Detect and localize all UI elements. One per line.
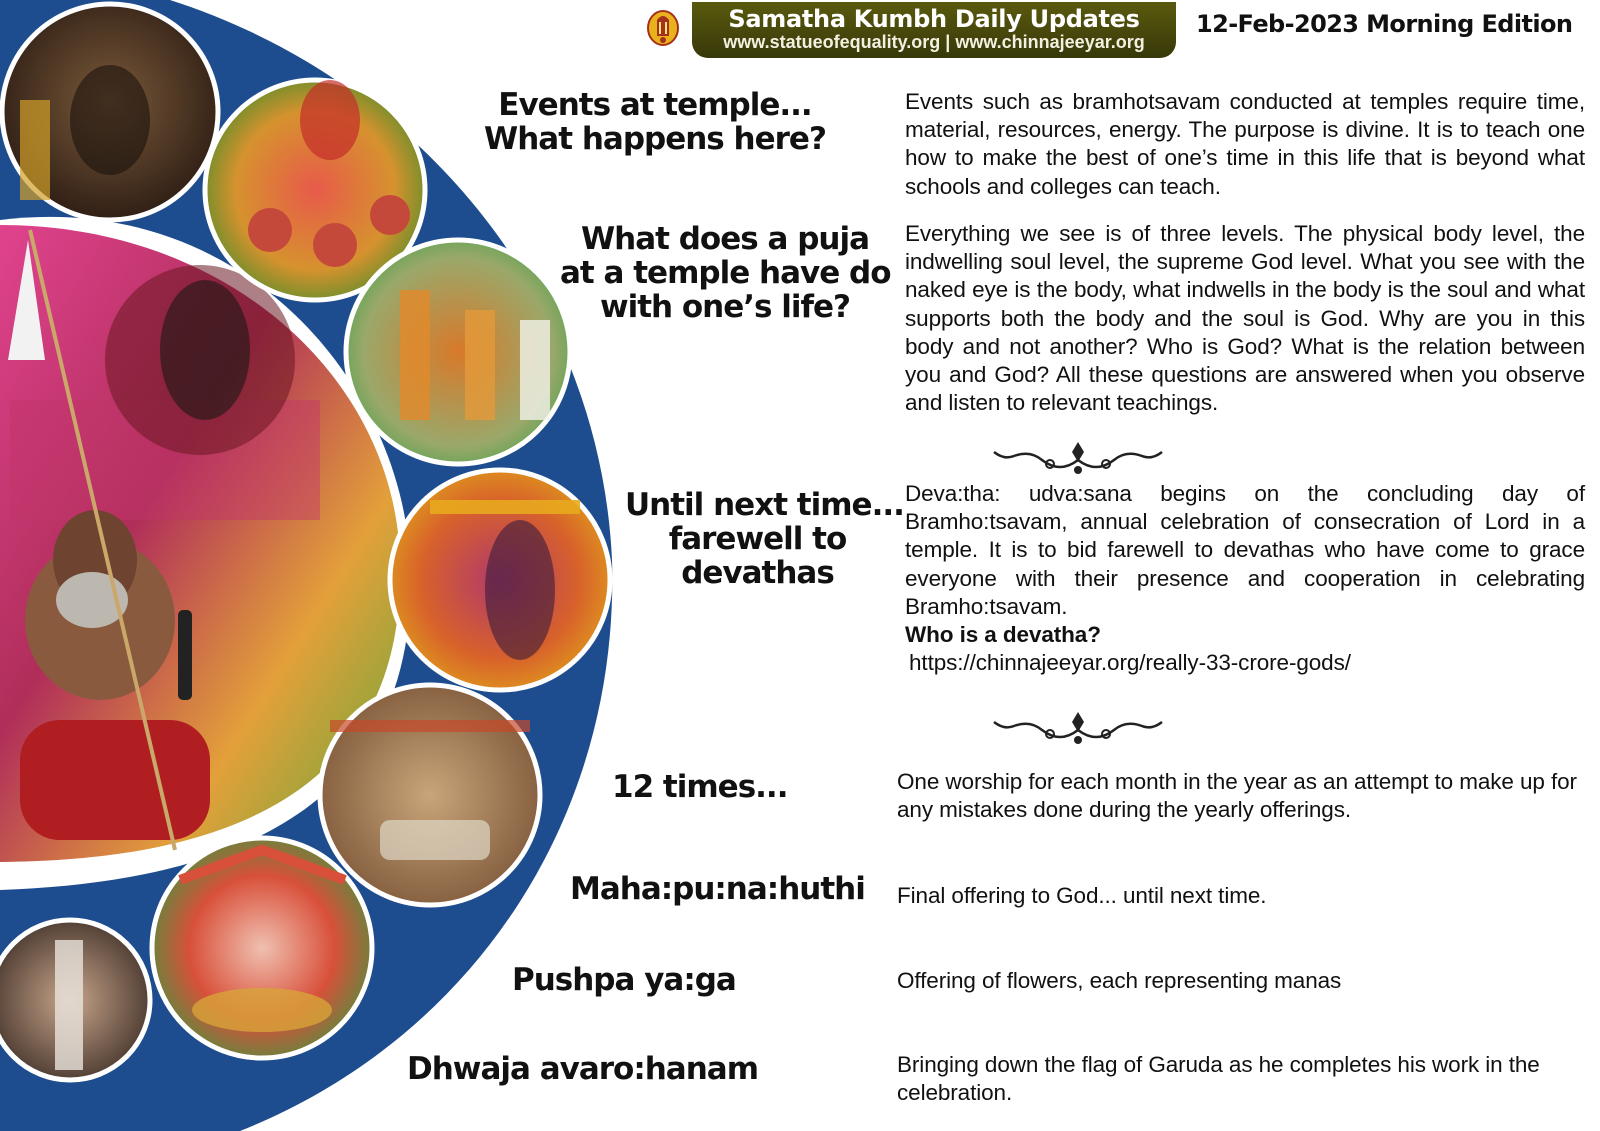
section-heading	[560, 222, 890, 324]
section-heading	[612, 770, 792, 804]
section-heading	[407, 1052, 787, 1086]
section-body: Events such as bramhotsavam conducted at temples require time, material, resources, energy. The purpose is divine. It is to teach one how to make the best of one’s time in this life that is beyond what schools and colleges can teach.	[905, 89, 1585, 199]
section-body: Bringing down the flag of Garuda as he completes his work in the celebration.	[897, 1052, 1540, 1106]
ornamental-divider-icon	[990, 708, 1166, 750]
section-heading	[625, 487, 904, 591]
heading-line: devathas	[681, 555, 834, 591]
heading-line: 12 times...	[612, 769, 788, 805]
section-body: One worship for each month in the year as an attempt to make up for any mistakes done during the yearly offerings.	[897, 769, 1577, 823]
heading-line: Pushpa ya:ga	[512, 962, 736, 998]
heading-line: Events at temple...	[498, 87, 812, 123]
heading-line: Dhwaja avaro:hanam	[407, 1051, 759, 1087]
heading-line: Maha:pu:na:huthi	[570, 871, 865, 907]
heading-line: What does a puja	[580, 221, 870, 257]
edition-date: 12-Feb-2023 Morning Edition	[1196, 10, 1573, 38]
heading-line: at a temple have do	[560, 255, 891, 291]
section-heading	[512, 963, 812, 997]
section-body-block	[905, 480, 1585, 677]
section-body: Deva:tha: udva:sana begins on the concluding day of Bramho:tsavam, annual celebration of consecration of Lord in a temple. It is to bid farewell to devathas who have come to grace everyone with their presence and cooperation in celebrating Bramho:tsavam.	[905, 481, 1585, 619]
newsletter-banner	[692, 2, 1176, 58]
heading-line: What happens here?	[484, 121, 826, 157]
temple-emblem-icon	[645, 8, 681, 48]
ornamental-divider-icon	[990, 438, 1166, 480]
devatha-link[interactable]: https://chinnajeeyar.org/really-33-crore-gods/	[909, 650, 1351, 676]
website-links[interactable]: www.statueofequality.org | www.chinnajeeyar.org	[723, 32, 1145, 52]
heading-line: with one’s life?	[599, 289, 851, 325]
section-body: Everything we see is of three levels. The physical body level, the indwelling soul level, the supreme God level. What you see with the naked eye is the body, what indwells in the body is the soul and what supports both the body and the soul is God. Why are you in this body and not another? Who is God? What is the relation between you and God? All these questions are answered when you observe and listen to relevant teachings.	[905, 221, 1585, 416]
heading-line: Until next time...	[625, 487, 904, 523]
section-body: Offering of flowers, each representing manas	[897, 968, 1342, 993]
section-heading	[570, 872, 870, 906]
section-body: Final offering to God... until next time.	[897, 883, 1267, 908]
section-heading	[480, 88, 830, 156]
devatha-question: Who is a devatha?	[905, 622, 1101, 648]
newsletter-title: Samatha Kumbh Daily Updates	[728, 5, 1140, 33]
heading-line: farewell to	[668, 521, 847, 557]
